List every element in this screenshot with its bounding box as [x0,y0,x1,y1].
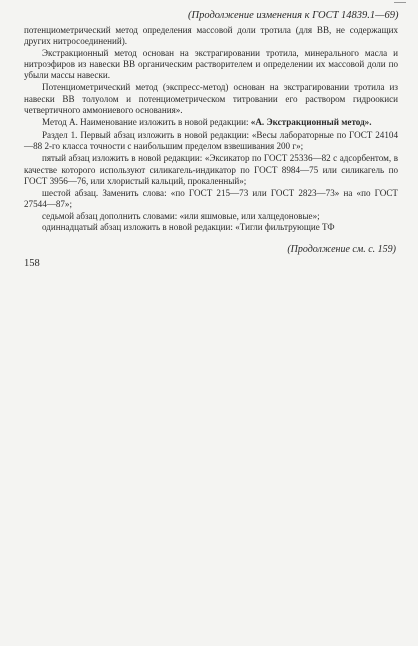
paragraph-4 [24,117,398,128]
paragraph-4-lead: Метод А. Наименование изложить в новой редакции: [42,117,251,128]
paragraph-9: одиннадцатый абзац изложить в новой редакции: «Тигли фильтрующие ТФ [42,222,335,233]
corner-mark [394,2,406,3]
paragraph-4-bold: «А. Экстракционный метод». [250,117,372,128]
paragraph-2: Экстракционный метод основан на экстрагировании тротила, минерального масла и нитроэфиров из навески ВВ органическим растворителем и определении их массовой доли по убыли массы навески. [24,47,398,81]
page-number: 158 [24,258,40,269]
paragraph-7: шестой абзац. Заменить слова: «по ГОСТ 215—73 или ГОСТ 2823—73» на «по ГОСТ 27544—87»; [24,188,398,210]
running-header: (Продолжение изменения к ГОСТ 14839.1—69) [188,10,399,21]
paragraph-6: пятый абзац изложить в новой редакции: «Эксикатор по ГОСТ 25336—82 с адсорбентом, в качестве которого используют силикагель-индикатор по ГОСТ 8984—75 или силикагель по ГОСТ 3956—76, или хлористый кальций, прокаленный»; [24,153,398,186]
continuation-note: (Продолжение см. с. 159) [287,244,396,255]
paragraph-5: Раздел 1. Первый абзац изложить в новой редакции: «Весы лабораторные по ГОСТ 24104—88 2-го класса точности с наибольшим пределом взвешивания 200 г»; [24,129,398,151]
paragraph-3: Потенциометрический метод (экспресс-метод) основан на экстрагировании тротила из навески ВВ толуолом и потенциометрическом титровании его раствором гидроокиси четвертичного аммониевого основания». [24,82,398,116]
body-text [24,25,398,233]
paragraph-8: седьмой абзац дополнить словами: «или яшмовые, или халцедоновые»; [42,210,320,221]
paragraph-1: потенциометрический метод определения массовой доли тротила (для ВВ, не содержащих других нитросоединений). [24,25,398,47]
